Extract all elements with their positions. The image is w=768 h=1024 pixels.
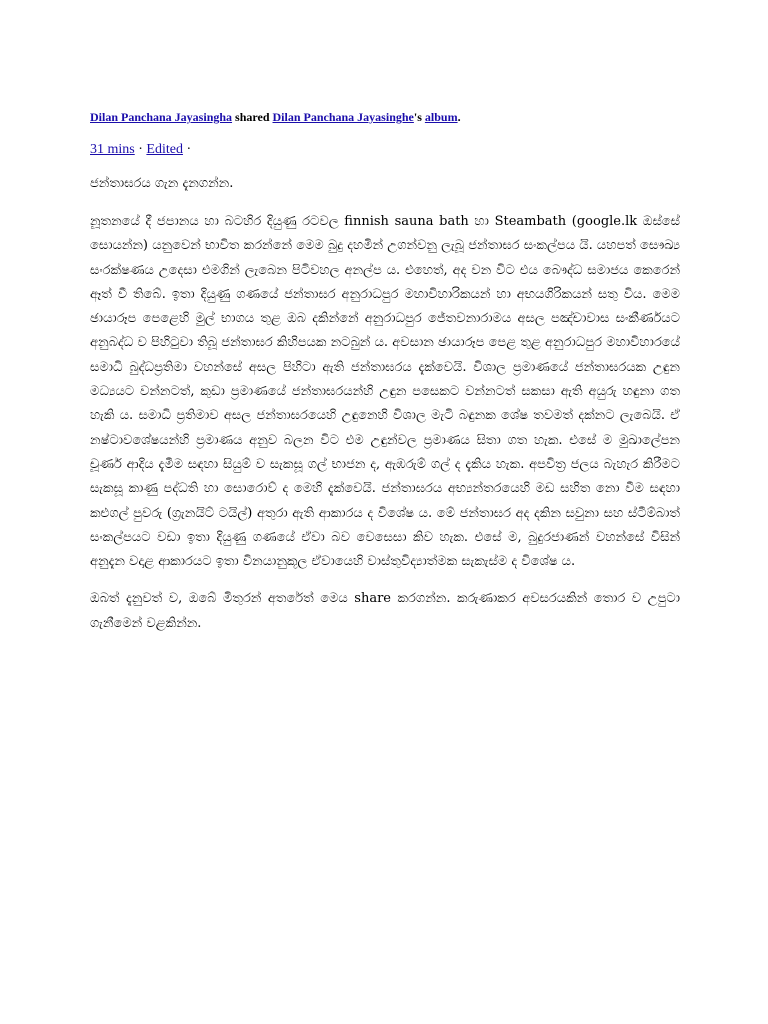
post-paragraph-main: නූතනයේ දී ජපානය හා බටහිර දියුණු රටවල finnish sauna bath හා Steambath (google.lk ඔස්සේ සොයන්න) යනුවෙන් භාවිත කරන්නේ මෙම බුදු දහමින් උගන්වනු ලැබූ ජන්තාඝර සංකල්පය යි. යහපත් සෞඛ්‍ය සංරක්ෂණය උදෙසා එමගින් ලැබෙන පිටිවහල අනල්ප ය. එහෙත්, අද වන විට එය බෞද්ධ සමාජය කෙරෙන් ඈත් වී තිබේ. ඉතා දියුණු ගණයේ ජන්තාඝර අනුරාධපුර මහාවිහාරිකයන් හා අභයගිරිකයන් සතු විය. මෙම ඡායාරූප පෙළෙහි මුල් භාගය තුළ ඔබ දකින්නේ අනුරාධපුර ජේතවනාරාමය අසල පඤ්චාවාස සංකීර්ණයට අනුබද්ධ ව පිහිටුවා තිබූ ජන්තාඝර කිහිපයක නටබුන් ය. අවසාන ඡායාරූප පෙළ තුළ අනුරාධපුර මහාවිහාරයේ සමාධි බුද්ධප්‍රතිමා වහන්සේ අසල පිහිටා ඇති ජන්තාඝරය දැක්වෙයි. විශාල ප්‍රමාණයේ ජන්තාඝරයක උඳුන මධ්‍යයට වන්නටත්, කුඩා ප්‍රමාණයේ ජන්තාඝරයන්හි උඳුන පසෙකට වන්නටත් සකසා ඇති අයුරු හඳුනා ගත හැකි ය. සමාධි ප්‍රතිමාව අසල ජන්තාඝරයෙහි උඳුනෙහි විශාල මැටි බඳුනක ශේෂ තවමත් දක්නට ලැබෙයි. ඒ නෂ්ටාවශේෂයන්හි ප්‍රමාණය අනුව බලන විට එම උඳුන්වල ප්‍රමාණය සිතා ගත හැක. එසේ ම මුඛාලේපන චූර්ණ ආදිය දැමීම සඳහා සියුම් ව සැකසූ ගල් භාජන ද, ඇඹරුම් ගල් ද දැකිය හැක. අපවිත්‍ර ජලය බැහැර කිරීමට සැකසූ කාණු පද්ධති හා සොරොව් ද මෙහි දැක්වෙයි. ජන්තාඝරය අභ්‍යන්තරයෙහි මඩ සහිත නො වීම සඳහා කළුගල් පුවරු (ග්‍රැනයිට් ටයිල්) අතුරා ඇති ආකාරය ද විශේෂ ය. මේ ජන්තාඝර අද දකින සවුනා සහ ස්ටීම්බාත් සංකල්පයට වඩා ඉතා දියුණු ගණයේ ඒවා බව වෙසෙසා කිව හැක. එසේ ම, බුදුරජාණන් වහන්සේ විසින් අනුදැන වදාළ ආකාරයට ඉතා විනයානුකූල ඒවායෙහි වාස්තුවිද්‍යාත්මක සැකැස්ම ද විශේෂ ය.: [90, 214, 680, 570]
author-link[interactable]: Dilan Panchana Jayasingha: [90, 110, 233, 124]
timestamp-link[interactable]: 31 mins: [90, 142, 135, 157]
meta-trailing-separator: ·: [182, 142, 192, 157]
possessive-text: 's: [413, 110, 425, 124]
post-container: [90, 108, 680, 649]
album-owner-link[interactable]: Dilan Panchana Jayasinghe: [272, 110, 414, 124]
meta-separator: ·: [134, 142, 147, 157]
post-meta: [90, 140, 680, 160]
share-header: [90, 108, 680, 126]
post-paragraph-share-note: ඔබත් දැනුවත් ව, ඔබේ මිතුරන් අතරේත් මෙය share කරගන්න. කරුණාකර අවසරයකින් තොර ව උපුටා ගැනීමෙන් වළකින්න.: [90, 591, 680, 631]
shared-text: shared: [232, 110, 273, 124]
post-title: ජන්තාඝරය ගැන දැනගන්න.: [90, 176, 234, 191]
edited-link[interactable]: Edited: [146, 142, 183, 157]
header-period: .: [457, 110, 461, 124]
album-link[interactable]: album: [424, 110, 458, 124]
